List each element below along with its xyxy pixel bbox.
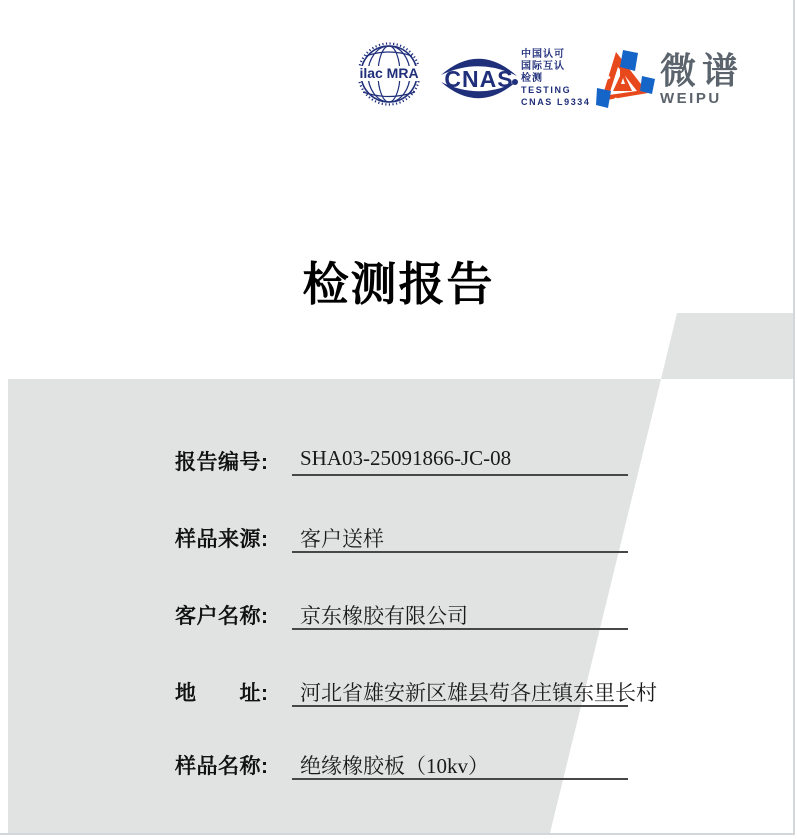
field-underline [292,778,628,780]
report-title: 检测报告 [302,258,495,310]
accreditation-line: 中国认可 [521,49,565,60]
field-label: 地 址: [175,682,269,705]
accreditation-line: CNAS L9334 [521,96,591,107]
field-label: 客户名称: [175,605,269,628]
field-row-client-name [175,600,635,636]
field-underline [292,551,628,553]
ilac-mra-label: ilac MRA [359,65,419,81]
field-value: 京东橡胶有限公司 [300,604,468,628]
cnas-label: CNAS [444,66,514,92]
field-value: 河北省雄安新区雄县苟各庄镇东里长村 [300,681,657,705]
field-value: SHA03-25091866-JC-08 [300,446,512,470]
field-row-report-number [175,446,635,482]
field-underline [292,705,628,707]
field-underline [292,474,628,476]
weipu-name-cn: 微谱 [660,50,745,91]
weipu-name-en: WEIPU [660,90,722,107]
field-row-sample-name [175,750,635,786]
field-row-sample-source [175,523,635,559]
accreditation-line: TESTING [521,85,572,95]
field-row-address [175,677,657,713]
field-value: 绝缘橡胶板（10kv） [300,754,489,778]
field-label: 样品来源: [175,528,269,551]
field-underline [292,628,628,630]
accreditation-line: 国际互认 [521,61,565,72]
field-label: 报告编号: [175,451,269,474]
field-value: 客户送样 [300,527,384,551]
accreditation-line: 检测 [521,73,543,84]
field-label: 样品名称: [175,755,269,778]
